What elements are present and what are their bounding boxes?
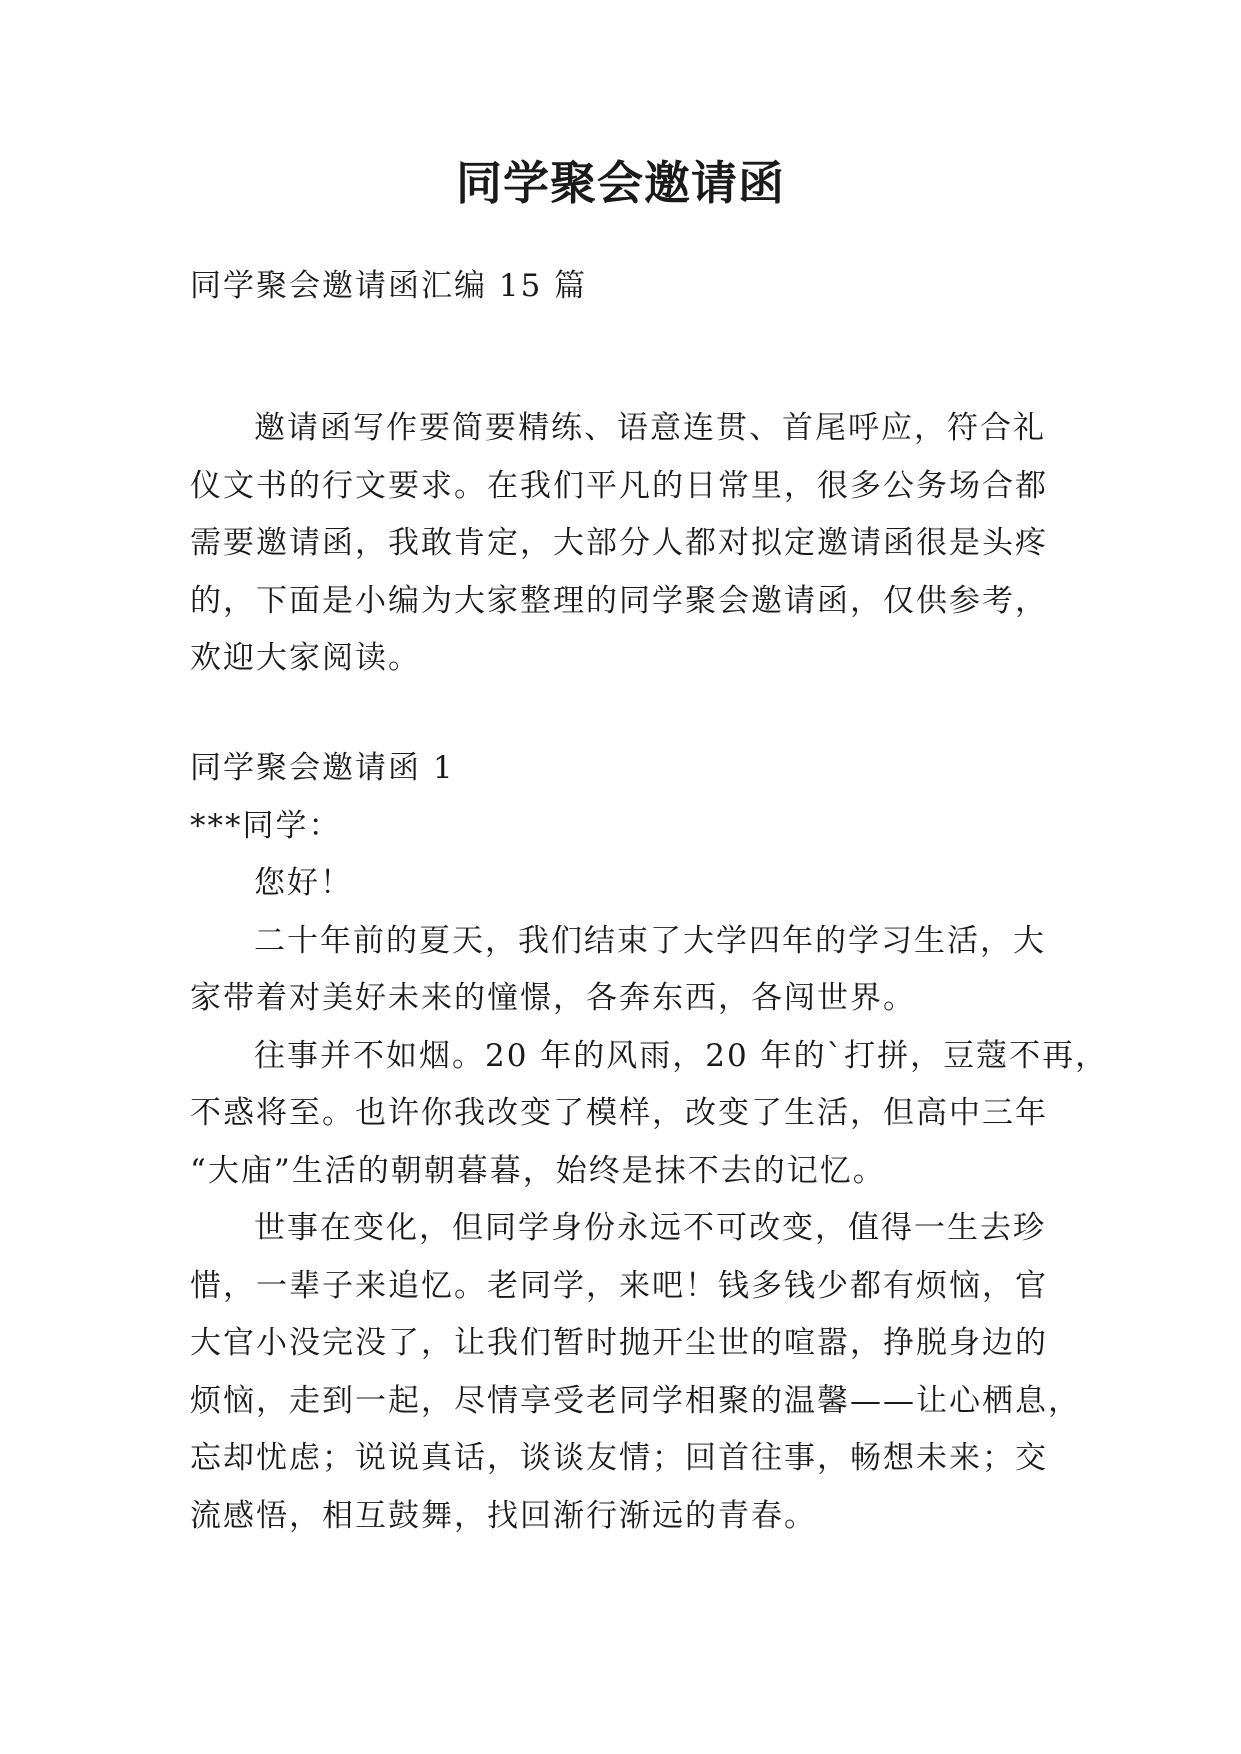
paragraph-line: “大庙”生活的朝朝暮暮，始终是抹不去的记忆。 [190, 1152, 886, 1189]
paragraph-line: 忘却忧虑；说说真话，谈谈友情；回首往事，畅想未来；交 [190, 1440, 1048, 1476]
intro-line: 欢迎大家阅读。 [190, 640, 421, 676]
paragraph-line: 不惑将至。也许你我改变了模样，改变了生活，但高中三年 [190, 1095, 1048, 1131]
document-subtitle [190, 258, 1070, 316]
paragraph-line: 家带着对美好未来的憧憬，各奔东西，各闯世界。 [190, 980, 916, 1016]
intro-line: 仪文书的行文要求。在我们平凡的日常里，很多公务场合都 [190, 467, 1048, 504]
greeting: 您好！ [254, 865, 353, 901]
document-title: 同学聚会邀请函 [456, 156, 785, 210]
subtitle-text: 同学聚会邀请函汇编 15 篇 [190, 268, 588, 304]
intro-paragraph [190, 400, 1070, 688]
letter-section-1 [190, 740, 1109, 1545]
paragraph-line: 二十年前的夏天，我们结束了大学四年的学习生活，大 [254, 922, 1046, 959]
paragraph-line: 惜，一辈子来追忆。老同学，来吧！钱多钱少都有烦恼，官 [190, 1267, 1048, 1304]
paragraph-line: 世事在变化，但同学身份永远不可改变，值得一生去珍 [254, 1210, 1046, 1246]
section-heading: 同学聚会邀请函 1 [190, 750, 455, 786]
intro-line: 的，下面是小编为大家整理的同学聚会邀请函，仅供参考， [190, 582, 1048, 619]
paragraph-line: 大官小没完没了，让我们暂时抛开尘世的喧嚣，挣脱身边的 [190, 1325, 1048, 1361]
paragraph-line: 烦恼，走到一起，尽情享受老同学相聚的温馨——让心栖息， [190, 1382, 1081, 1419]
salutation: ***同学： [190, 807, 342, 844]
intro-line: 邀请函写作要简要精练、语意连贯、首尾呼应，符合礼 [254, 410, 1046, 446]
paragraph-line: 往事并不如烟。20 年的风雨，20 年的`打拼，豆蔻不再， [254, 1037, 1109, 1074]
intro-line: 需要邀请函，我敢肯定，大部分人都对拟定邀请函很是头疼 [190, 525, 1048, 561]
paragraph-line: 流感悟，相互鼓舞，找回渐行渐远的青春。 [190, 1497, 817, 1534]
